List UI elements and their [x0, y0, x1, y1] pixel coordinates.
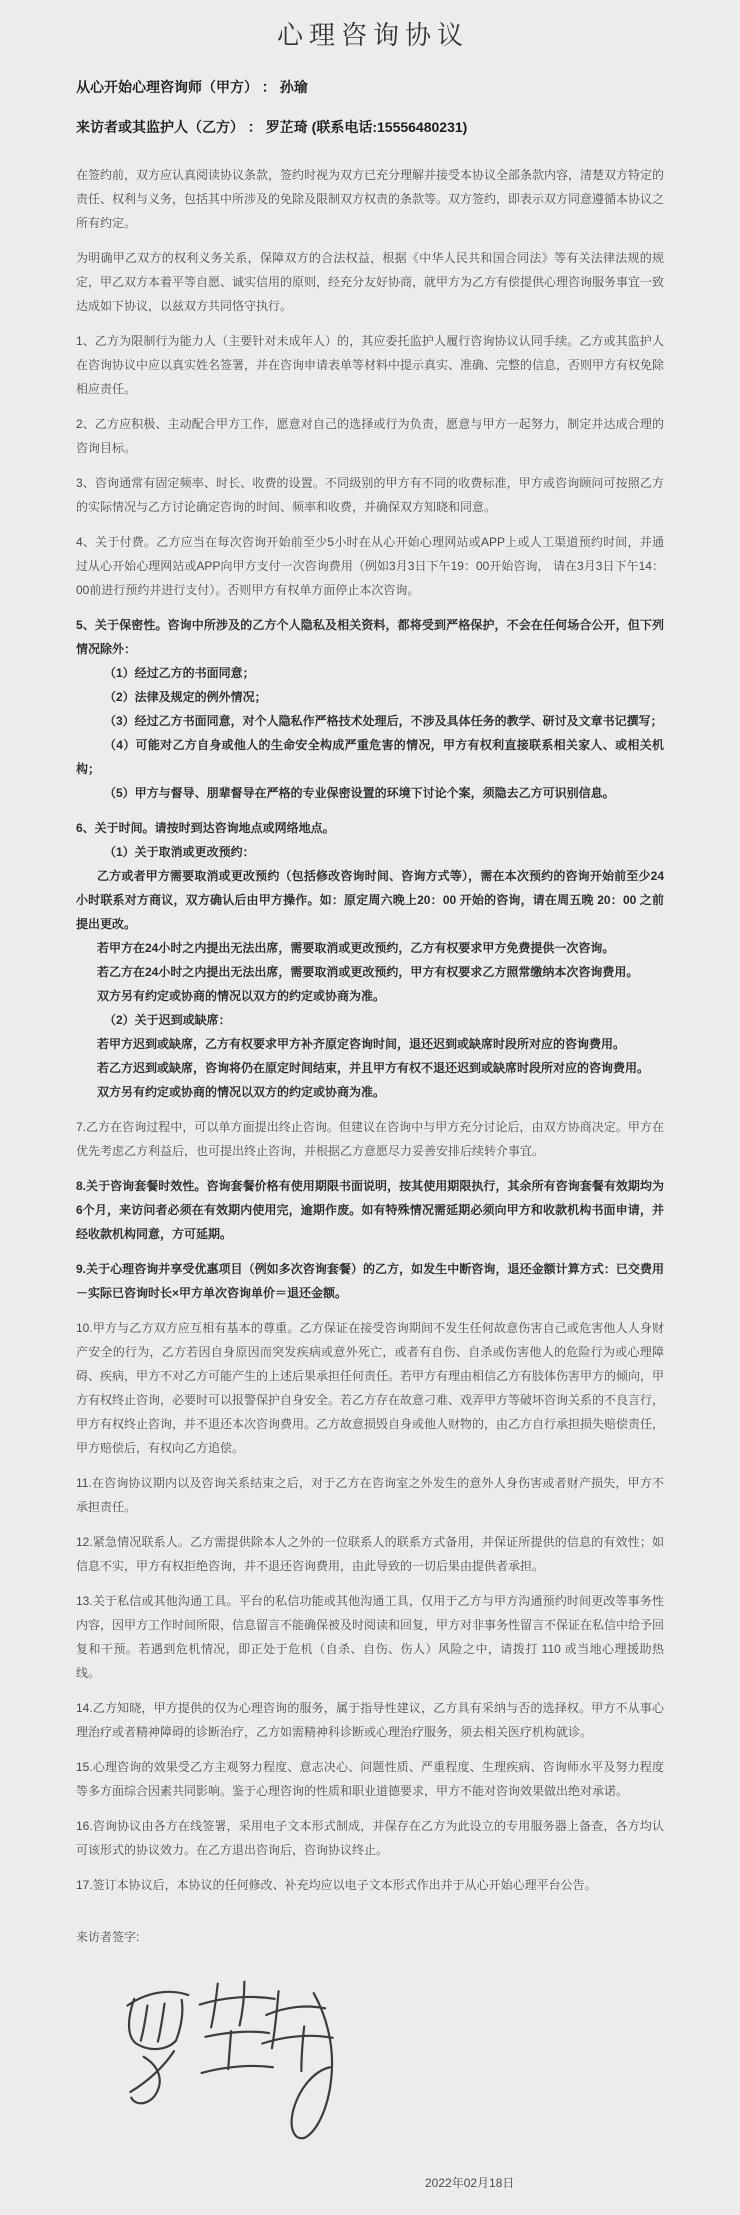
clause-4: 4、关于付费。乙方应当在每次咨询开始前至少5小时在从心开始心理网站或APP上或人工渠道预约时间，并通过从心开始心理网站或APP向甲方支付一次咨询费用（例如3月3日下午19：00开始咨询， 请在3月3日下午14：00前进行预约并进行支付）。否则甲方有权单方面停止本次咨询。	[76, 535, 664, 597]
page-title: 心理咨询协议	[276, 20, 469, 50]
clause-6-item-1-line-3: 若乙方在24小时之内提出无法出席，需要取消或更改预约，甲方有权要求乙方照常缴纳本次咨询费用。	[97, 965, 639, 979]
party-b-line: 来访者或其监护人（乙方） ： 罗芷琦 (联系电话:15556480231)	[76, 119, 468, 135]
clause-6-head: 6、关于时间。请按时到达咨询地点或网络地点。	[76, 821, 335, 835]
clause-8: 8.关于咨询套餐时效性。咨询套餐价格有使用期限书面说明，按其使用期限执行，其余所有咨询套餐有效期均为6个月，来访问者必须在有效期内使用完，逾期作废。如有特殊情况需延期必须向甲方和收款机构书面申请，并经收款机构同意，方可延期。	[76, 1179, 664, 1241]
clause-6-item-1-line-2: 若甲方在24小时之内提出无法出席，需要取消或更改预约，乙方有权要求甲方免费提供一次咨询。	[97, 941, 615, 955]
clause-11: 11.在咨询协议期内以及咨询关系结束之后，对于乙方在咨询室之外发生的意外人身伤害或者财产损失，甲方不承担责任。	[76, 1476, 664, 1514]
clause-2: 2、乙方应积极、主动配合甲方工作，愿意对自己的选择或行为负责，愿意与甲方一起努力，制定并达成合理的咨询目标。	[76, 417, 664, 455]
clause-6	[76, 816, 664, 1104]
clause-6-item-2-line-3: 双方另有约定或协商的情况以双方的约定或协商为准。	[97, 1085, 386, 1099]
clause-6-item-1-line-1: 乙方或者甲方需要取消或更改预约（包括修改咨询时间、咨询方式等），需在本次预约的咨询开始前至少24小时联系对方商议，双方确认后由甲方操作。如：原定周六晚上20：00 开始的咨询，请在周五晚 20：00 之前提出更改。	[76, 869, 664, 931]
clause-9: 9.关于心理咨询并享受优惠项目（例如多次咨询套餐）的乙方，如发生中断咨询，退还金额计算方式：已交费用－实际已咨询时长×甲方单次咨询单价＝退还金额。	[76, 1262, 664, 1300]
clause-16: 16.咨询协议由各方在线签署，采用电子文本形式制成，并保存在乙方为此设立的专用服务器上备查，各方均认可该形式的协议效力。在乙方退出咨询后，咨询协议终止。	[76, 1819, 664, 1857]
clause-5-item-2: （2）法律及规定的例外情况；	[104, 690, 267, 704]
clause-3: 3、咨询通常有固定频率、时长、收费的设置。不同级别的甲方有不同的收费标准，甲方或咨询顾问可按照乙方的实际情况与乙方讨论确定咨询的时间、频率和收费，并确保双方知晓和同意。	[76, 476, 664, 514]
clause-13: 13.关于私信或其他沟通工具。平台的私信功能或其他沟通工具，仅用于乙方与甲方沟通预约时间更改等事务性内容，因甲方工作时间所限，信息留言不能确保被及时阅读和回复，甲方对非事务性留言不保证在私信中给予回复和干预。若遇到危机情况，即正处于危机（自杀、自伤、伤人）风险之中，请拨打 110 或当地心理援助热线。	[76, 1594, 665, 1680]
clause-6-item-2-line-2: 若乙方迟到或缺席，咨询将仍在原定时间结束，并且甲方有权不退还迟到或缺席时段所对应的咨询费用。	[97, 1061, 650, 1075]
clause-17: 17.签订本协议后，本协议的任何修改、补充均应以电子文本形式作出并于从心开始心理平台公告。	[76, 1878, 597, 1892]
signing-date: 2022年02月18日	[425, 2176, 515, 2190]
intro-paragraph-1: 在签约前，双方应认真阅读协议条款，签约时视为双方已充分理解并接受本协议全部条款内容，清楚双方特定的责任、权利与义务，包括其中所涉及的免除及限制双方权责的条款等。双方签约，即表示双方同意遵循本协议之所有约定。	[76, 168, 665, 230]
signature-handwriting	[112, 1977, 352, 2167]
clause-6-item-2-title: （2）关于迟到或缺席：	[104, 1013, 231, 1027]
clause-6-item-2-line-1: 若甲方迟到或缺席，乙方有权要求甲方补齐原定咨询时间，退还迟到或缺席时段所对应的咨询费用。	[97, 1037, 626, 1051]
clause-5-item-1: （1）经过乙方的书面同意；	[104, 666, 255, 680]
visitor-signature-label: 来访者签字:	[76, 1930, 140, 1944]
clause-1: 1、乙方为限制行为能力人（主要针对未成年人）的，其应委托监护人履行咨询协议认同手续。乙方或其监护人在咨询协议中应以真实姓名签署，并在咨询申请表单等材料中提示真实、准确、完整的信息，否则甲方有权免除相应责任。	[76, 334, 665, 396]
clause-5-head: 5、关于保密性。咨询中所涉及的乙方个人隐私及相关资料，都将受到严格保护，不会在任何场合公开，但下列情况除外：	[76, 618, 664, 656]
clause-5-item-4: （4）可能对乙方自身或他人的生命安全构成严重危害的情况，甲方有权利直接联系相关家人、或相关机构；	[76, 738, 664, 776]
clause-5-item-3: （3）经过乙方书面同意，对个人隐私作严格技术处理后，不涉及具体任务的教学、研讨及文章书记撰写；	[104, 714, 663, 728]
clause-10: 10.甲方与乙方双方应互相有基本的尊重。乙方保证在接受咨询期间不发生任何故意伤害自己或危害他人人身财产安全的行为，乙方若因自身原因而突发疾病或意外死亡，或者有自伤、自杀或伤害他人的危险行为或心理障碍、疾病，甲方不对乙方可能产生的上述后果承担任何责任。若甲方有理由相信乙方有肢体伤害甲方的倾向，甲方有权终止咨询，必要时可以报警保护自身安全。若乙方存在故意刁难、戏弄甲方等破坏咨询关系的不良言行，甲方有权终止咨询，并不退还本次咨询费用。乙方故意损毁自身或他人财物的，由乙方自行承担损失赔偿责任，甲方赔偿后，有权向乙方追偿。	[76, 1321, 665, 1455]
clause-15: 15.心理咨询的效果受乙方主观努力程度、意志决心、问题性质、严重程度、生理疾病、咨询师水平及努力程度等多方面综合因素共同影响。鉴于心理咨询的性质和职业道德要求，甲方不能对咨询效果做出绝对承诺。	[76, 1760, 664, 1798]
clause-6-item-1-title: （1）关于取消或更改预约：	[104, 845, 255, 859]
intro-paragraph-2: 为明确甲乙双方的权利义务关系，保障双方的合法权益，根据《中华人民共和国合同法》等有关法律法规的规定，甲乙双方本着平等自愿、诚实信用的原则，经充分友好协商，就甲方为乙方有偿提供心理咨询服务事宜一致达成如下协议，以兹双方共同恪守执行。	[76, 251, 665, 313]
clause-12: 12.紧急情况联系人。乙方需提供除本人之外的一位联系人的联系方式备用，并保证所提供的信息的有效性；如信息不实，甲方有权拒绝咨询，并不退还咨询费用，由此导致的一切后果由提供者承担。	[76, 1535, 664, 1573]
clause-5	[76, 613, 664, 805]
clause-5-item-5: （5）甲方与督导、朋辈督导在严格的专业保密设置的环境下讨论个案，须隐去乙方可识别信息。	[104, 786, 615, 800]
clause-7: 7.乙方在咨询过程中，可以单方面提出终止咨询。但建议在咨询中与甲方充分讨论后，由双方协商决定。甲方在优先考虑乙方利益后，也可提出终止咨询，并根据乙方意愿尽力妥善安排后续转介事宜。	[76, 1120, 664, 1158]
party-a-line: 从心开始心理咨询师（甲方） ： 孙瑜	[76, 79, 308, 95]
clause-14: 14.乙方知晓，甲方提供的仅为心理咨询的服务，属于指导性建议，乙方具有采纳与否的选择权。甲方不从事心理治疗或者精神障碍的诊断治疗，乙方如需精神科诊断或心理治疗服务，须去相关医疗机构就诊。	[76, 1701, 664, 1739]
clause-6-item-1-line-4: 双方另有约定或协商的情况以双方的约定或协商为准。	[97, 989, 386, 1003]
